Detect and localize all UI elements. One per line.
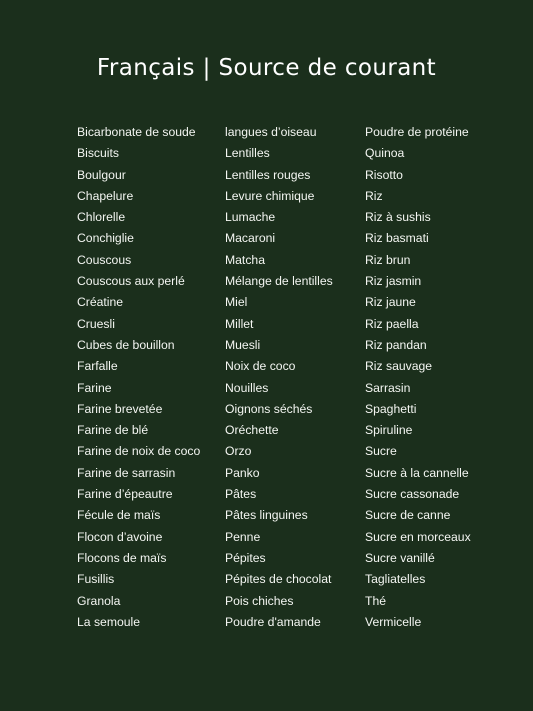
list-item: Couscous aux perlé [77, 274, 185, 289]
list-item: Sucre à la cannelle [365, 465, 469, 480]
list-item: Cruesli [77, 316, 115, 331]
list-item: Levure chimique [225, 188, 315, 203]
list-item: Sarrasin [365, 380, 411, 395]
list-item: Farine d’épeautre [77, 487, 173, 502]
list-item: Panko [225, 465, 260, 480]
list-item: Sucre en morceaux [365, 529, 471, 544]
list-item: Couscous [77, 252, 132, 267]
list-item: langues d’oiseau [225, 125, 317, 139]
list-item: Risotto [365, 167, 403, 182]
list-item: Riz sauvage [365, 359, 433, 374]
list-item: Riz jaune [365, 295, 416, 310]
list-item: Cubes de bouillon [77, 337, 175, 352]
list-item: Millet [225, 316, 254, 331]
list-item: Spaghetti [365, 401, 417, 416]
list-item: Nouilles [225, 380, 269, 395]
list-item: Pois chiches [225, 593, 294, 608]
list-item: Oignons séchés [225, 401, 313, 416]
word-column-1 [77, 122, 200, 633]
list-item: Penne [225, 529, 261, 544]
list-item: La semoule [77, 614, 141, 629]
list-item: Farine de sarrasin [77, 465, 176, 480]
list-item: Riz basmati [365, 231, 429, 246]
list-item: Farine brevetée [77, 401, 163, 416]
list-item: Bicarbonate de soude [77, 125, 196, 139]
list-item: Riz à sushis [365, 210, 431, 225]
list-item: Farine de blé [77, 423, 149, 438]
list-item: Pâtes [225, 487, 257, 502]
list-item: Chapelure [77, 188, 134, 203]
list-item: Fusillis [77, 572, 115, 587]
list-item: Farfalle [77, 359, 118, 374]
list-item: Biscuits [77, 146, 119, 161]
list-item: Macaroni [225, 231, 276, 246]
list-item: Chlorelle [77, 210, 126, 225]
list-item: Créatine [77, 295, 124, 310]
list-item: Riz brun [365, 252, 411, 267]
list-item: Mélange de lentilles [225, 274, 333, 289]
list-item: Spiruline [365, 423, 413, 438]
list-item: Pépites de chocolat [225, 572, 332, 587]
list-item: Riz paella [365, 316, 419, 331]
list-item: Farine [77, 380, 112, 395]
page-title: Français | Source de courant [96, 55, 437, 81]
list-item: Sucre cassonade [365, 487, 460, 502]
word-column-3 [365, 122, 471, 633]
list-item: Riz jasmin [365, 274, 422, 289]
list-item: Lentilles rouges [225, 167, 311, 182]
list-item: Orzo [225, 444, 252, 459]
list-item: Riz pandan [365, 337, 427, 352]
list-item: Granola [77, 593, 121, 608]
list-item: Riz [365, 188, 383, 203]
list-item: Quinoa [365, 146, 405, 161]
list-item: Matcha [225, 252, 265, 267]
list-item: Fécule de maïs [77, 508, 161, 523]
list-item: Lentilles [225, 146, 270, 161]
list-item: Lumache [225, 210, 276, 225]
list-item: Vermicelle [365, 614, 422, 629]
list-item: Conchiglie [77, 231, 134, 246]
list-item: Boulgour [77, 167, 126, 182]
list-item: Sucre de canne [365, 508, 451, 523]
list-item: Noix de coco [225, 359, 296, 374]
word-column-2 [225, 122, 333, 633]
list-item: Flocons de maïs [77, 550, 167, 565]
list-item: Oréchette [225, 423, 279, 438]
list-item: Tagliatelles [365, 572, 426, 587]
list-item: Thé [365, 593, 387, 608]
list-item: Sucre [365, 444, 397, 459]
list-item: Pâtes linguines [225, 508, 308, 523]
list-item: Muesli [225, 337, 261, 352]
list-item: Pépites [225, 550, 266, 565]
list-item: Farine de noix de coco [77, 444, 201, 459]
list-item: Miel [225, 295, 248, 310]
list-item: Poudre de protéine [365, 125, 469, 139]
list-item: Sucre vanillé [365, 550, 435, 565]
list-item: Poudre d'amande [225, 614, 321, 629]
list-item: Flocon d’avoine [77, 529, 163, 544]
